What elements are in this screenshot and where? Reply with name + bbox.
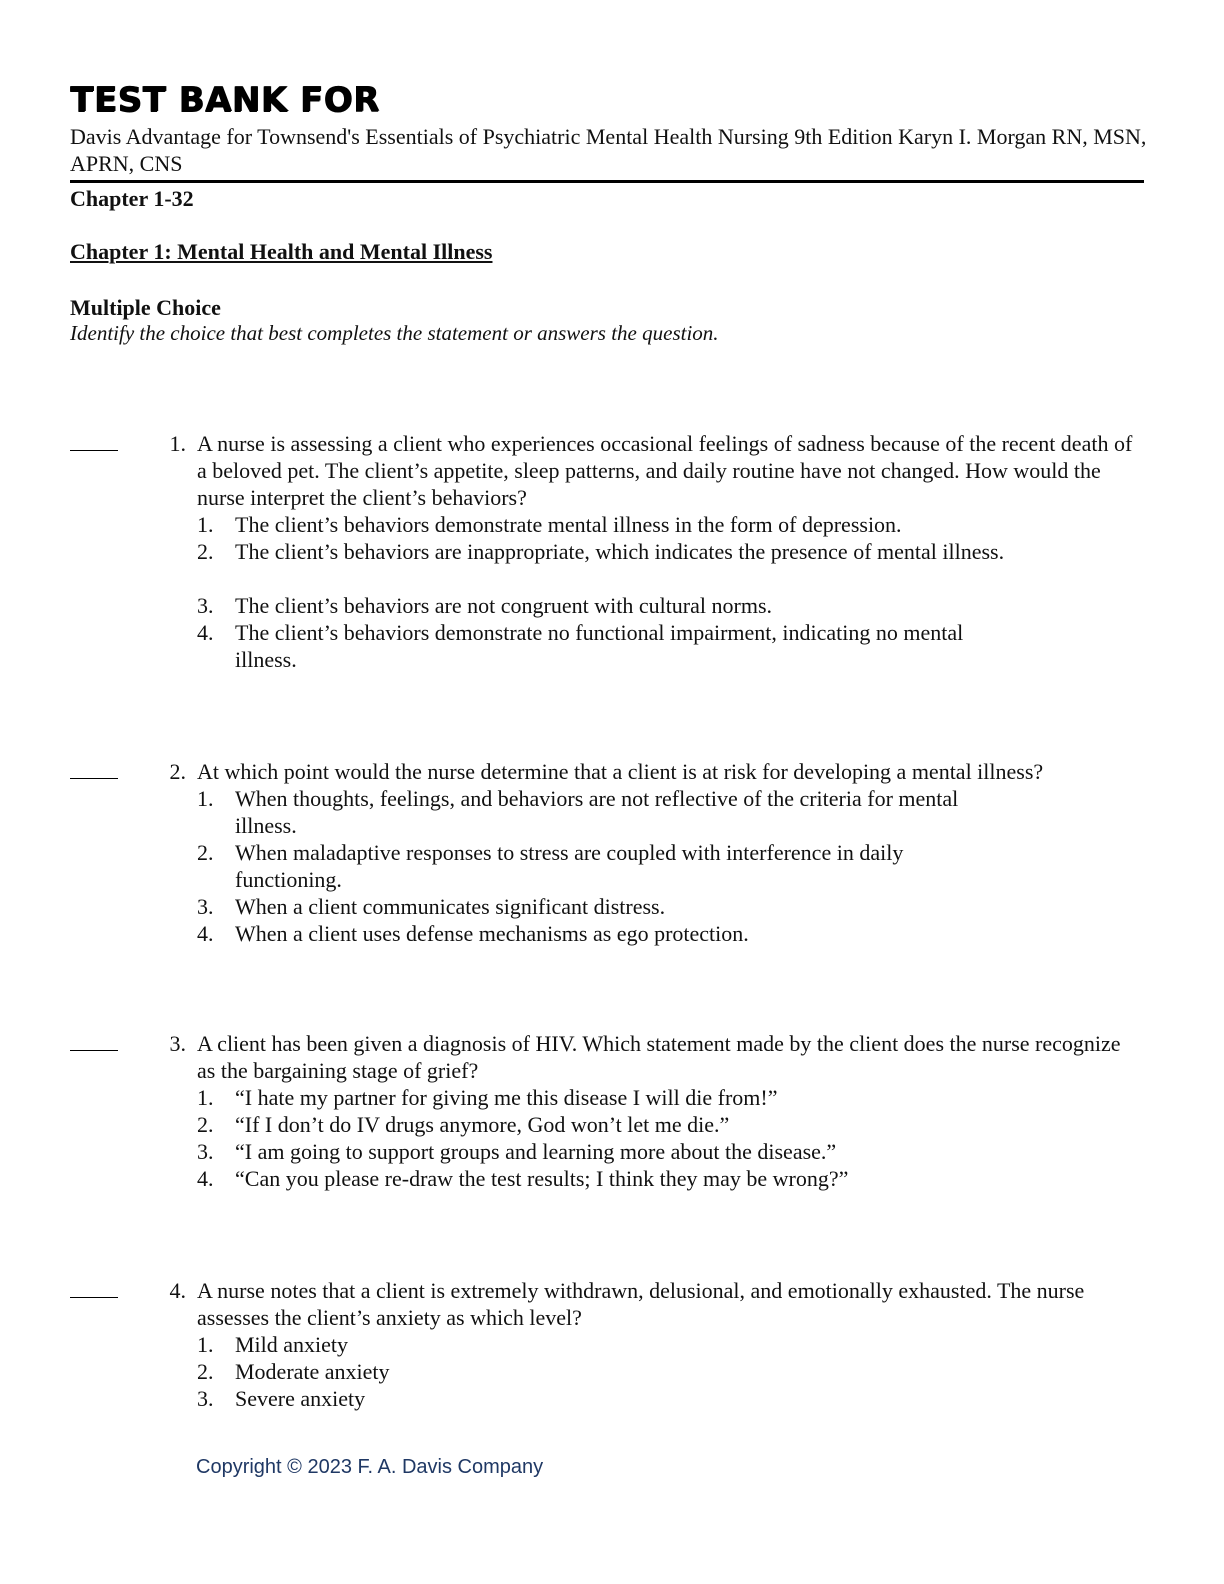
option-text: When a client communicates significant distress. xyxy=(235,894,666,919)
option-number: 3. xyxy=(197,894,214,919)
question-stem: A client has been given a diagnosis of HIV. Which statement made by the client does the nurse recognize as the bargaining stage of grief? xyxy=(197,1031,1121,1083)
chapter-heading: Chapter 1: Mental Health and Mental Illness xyxy=(70,239,493,264)
option-number: 1. xyxy=(197,512,214,537)
option-number: 4. xyxy=(197,921,214,946)
option-number: 3. xyxy=(197,1139,214,1164)
instructions: Identify the choice that best completes the statement or answers the question. xyxy=(70,321,719,345)
section-heading: Multiple Choice xyxy=(70,295,221,320)
option-number: 2. xyxy=(197,1359,214,1384)
option-text: The client’s behaviors are not congruent with cultural norms. xyxy=(235,593,773,618)
option-number: 2. xyxy=(197,840,214,865)
question-number: 2. xyxy=(169,759,186,784)
option-text: The client’s behaviors are inappropriate, which indicates the presence of mental illness. xyxy=(235,539,1005,564)
question-stem: A nurse is assessing a client who experiences occasional feelings of sadness because of the recent death of a beloved pet. The client’s appetite, sleep patterns, and daily routine have not changed. How would the nurse interpret the client’s behaviors? xyxy=(197,431,1133,510)
option-text: When maladaptive responses to stress are coupled with interference in daily functioning. xyxy=(235,840,904,892)
question-stem: A nurse notes that a client is extremely withdrawn, delusional, and emotionally exhausted. The nurse assesses the client’s anxiety as which level? xyxy=(197,1278,1085,1330)
header-divider xyxy=(70,180,1144,183)
question-number: 1. xyxy=(169,431,186,456)
option-number: 3. xyxy=(197,593,214,618)
option-number: 1. xyxy=(197,1332,214,1357)
option-number: 4. xyxy=(197,620,214,645)
question-number: 4. xyxy=(169,1278,186,1303)
question-stem: At which point would the nurse determine that a client is at risk for developing a mental illness? xyxy=(197,759,1044,784)
option-text: When thoughts, feelings, and behaviors are not reflective of the criteria for mental illness. xyxy=(235,786,959,838)
option-number: 2. xyxy=(197,539,214,564)
option-text: The client’s behaviors demonstrate mental illness in the form of depression. xyxy=(235,512,902,537)
option-text: The client’s behaviors demonstrate no functional impairment, indicating no mental illness. xyxy=(235,620,964,672)
chapters-range: Chapter 1-32 xyxy=(70,186,194,211)
copyright-footer: Copyright © 2023 F. A. Davis Company xyxy=(196,1456,544,1478)
question-number: 3. xyxy=(169,1031,186,1056)
option-text: Mild anxiety xyxy=(235,1332,349,1357)
option-text: “I am going to support groups and learning more about the disease.” xyxy=(235,1139,837,1164)
option-number: 1. xyxy=(197,1085,214,1110)
option-number: 3. xyxy=(197,1386,214,1411)
option-text: When a client uses defense mechanisms as ego protection. xyxy=(235,921,749,946)
option-text: “If I don’t do IV drugs anymore, God won’t let me die.” xyxy=(235,1112,730,1137)
book-title: Davis Advantage for Townsend's Essentials of Psychiatric Mental Health Nursing 9th Edition Karyn I. Morgan RN, MSN, APRN, CNS xyxy=(70,124,1147,176)
option-text: “Can you please re-draw the test results; I think they may be wrong?” xyxy=(235,1166,849,1191)
option-number: 2. xyxy=(197,1112,214,1137)
option-text: Moderate anxiety xyxy=(235,1359,390,1384)
option-number: 1. xyxy=(197,786,214,811)
test-bank-banner: TEST BANK FOR xyxy=(70,80,380,120)
option-text: “I hate my partner for giving me this disease I will die from!” xyxy=(235,1085,778,1110)
option-text: Severe anxiety xyxy=(235,1386,366,1411)
option-number: 4. xyxy=(197,1166,214,1191)
